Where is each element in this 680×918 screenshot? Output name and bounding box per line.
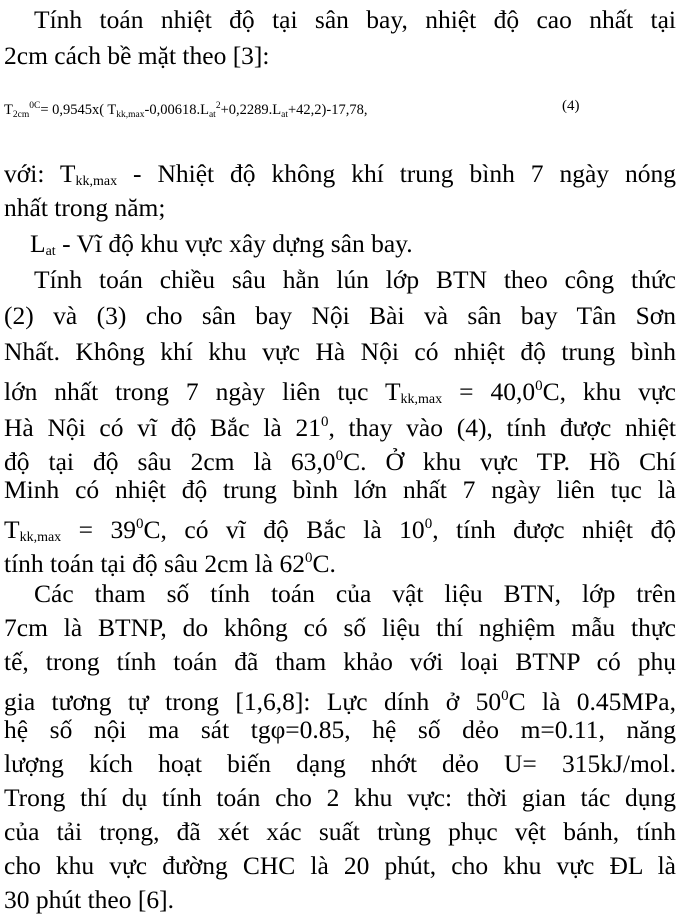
text-line: nhất trong năm;: [4, 193, 166, 222]
text-line: độ tại độ sâu 2cm là 63,0$^0$C. Ở khu vực TP. Hồ Chí: [4, 447, 676, 476]
text-line: Nhất. Không khí khu vực Hà Nội có nhiệt độ trung bình: [4, 337, 676, 366]
text-line: $L_{at}$ - Vĩ độ khu vực xây dựng sân bay.: [30, 229, 413, 259]
equation-number: (4): [562, 98, 580, 114]
text-line: của tải trọng, đã xét xác suất trùng phục vệt bánh, tính: [4, 817, 676, 846]
text-line: Các tham số tính toán của vật liệu BTN, lớp trên: [34, 579, 676, 608]
text-line: tế, trong tính toán đã tham khảo với loại BTNP có phụ: [4, 647, 676, 676]
equation-4: $T_{2cm}^{0C}= 0,9545x$( $T_{kk,max}-0,00618.L_{at}^2+0,2289.L_{at}+42,2)-17,78$,: [4, 101, 368, 120]
text-line: 30 phút theo [6].: [4, 885, 174, 914]
text-line: cho khu vực đường CHC là 20 phút, cho khu vực ĐL là: [4, 851, 676, 880]
text-line: lượng kích hoạt biến dạng nhớt dẻo U= 315kJ/mol.: [4, 749, 676, 778]
text-line: tính toán tại độ sâu 2cm là $62^0C$.: [4, 549, 336, 578]
text-line: (2) và (3) cho sân bay Nội Bài và sân bay Tân Sơn: [4, 301, 676, 330]
text-line: Minh có nhiệt độ trung bình lớn nhất 7 ngày liên tục là: [4, 475, 676, 504]
text-line: hệ số nội ma sát tgφ=0.85, hệ số dẻo m=0.11, năng: [4, 715, 676, 744]
text-line: Hà Nội có vĩ độ Bắc là $21^0$, thay vào (4), tính được nhiệt: [4, 413, 676, 442]
text-line: Tính toán chiều sâu hằn lún lớp BTN theo công thức: [34, 265, 676, 294]
text-line: với: $T_{kk,max}$ - Nhiệt độ không khí trung bình 7 ngày nóng: [4, 159, 676, 189]
text-line: 2cm cách bề mặt theo [3]:: [4, 41, 270, 70]
text-line: lớn nhất trong 7 ngày liên tục $T_{kk,max} = 40,0^0C$, khu vực: [4, 377, 677, 407]
text-line: gia tương tự trong [1,6,8]: Lực dính ở $50^0C$ là 0.45MPa,: [4, 687, 676, 716]
text-line: $T_{kk,max} = 39^0C$, có vĩ độ Bắc là $10^0$, tính được nhiệt độ: [4, 515, 676, 545]
text-line: 7cm là BTNP, do không có số liệu thí nghiệm mẫu thực: [4, 613, 676, 642]
text-line: Trong thí dụ tính toán cho 2 khu vực: thời gian tác dụng: [4, 783, 676, 812]
text-line: Tính toán nhiệt độ tại sân bay, nhiệt độ cao nhất tại: [34, 5, 676, 34]
